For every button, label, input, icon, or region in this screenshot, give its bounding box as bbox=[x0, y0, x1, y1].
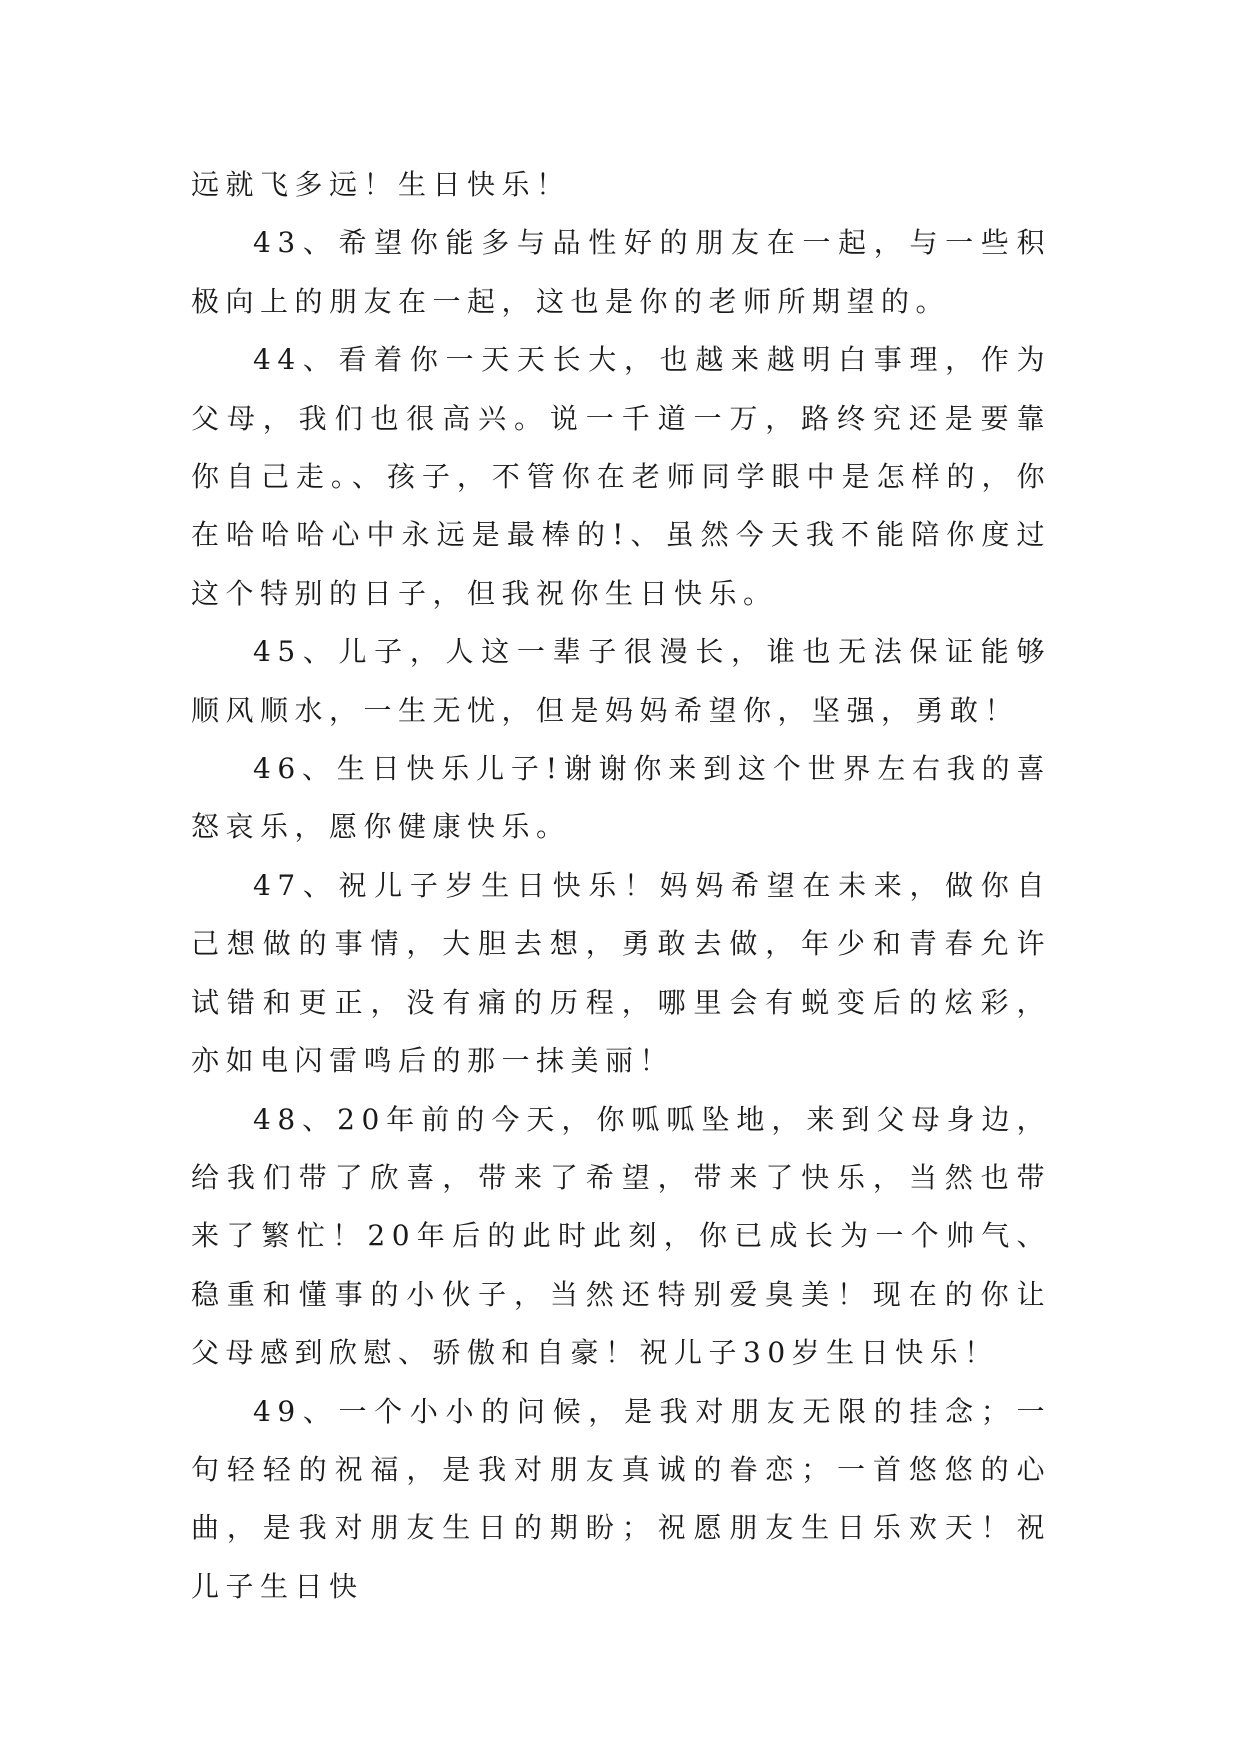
paragraph-48: 48、20年前的今天，你呱呱坠地，来到父母身边，给我们带了欣喜，带来了希望，带来了快乐，当然也带来了繁忙！20年后的此时此刻，你已成长为一个帅气、稳重和懂事的小伙子，当然还特别爱臭美！现在的你让父母感到欣慰、骄傲和自豪！祝儿子30岁生日快乐！ bbox=[191, 1102, 1051, 1370]
paragraph-46: 46、生日快乐儿子!谢谢你来到这个世界左右我的喜怒哀乐，愿你健康快乐。 bbox=[191, 752, 1051, 844]
paragraph-45: 45、儿子，人这一辈子很漫长，谁也无法保证能够顺风顺水，一生无忧，但是妈妈希望你，坚强，勇敢！ bbox=[191, 635, 1051, 727]
paragraph-43: 43、希望你能多与品性好的朋友在一起，与一些积极向上的朋友在一起，这也是你的老师所期望的。 bbox=[191, 226, 1051, 318]
document-page bbox=[191, 156, 1051, 1616]
paragraph-continuation: 远就飞多远！生日快乐！ bbox=[191, 168, 571, 201]
paragraph-47: 47、祝儿子岁生日快乐！妈妈希望在未来，做你自己想做的事情，大胆去想，勇敢去做，年少和青春允许试错和更正，没有痛的历程，哪里会有蜕变后的炫彩，亦如电闪雷鸣后的那一抹美丽！ bbox=[191, 868, 1051, 1078]
paragraph-49: 49、一个小小的问候，是我对朋友无限的挂念；一句轻轻的祝福，是我对朋友真诚的眷恋；一首悠悠的心曲，是我对朋友生日的期盼；祝愿朋友生日乐欢天！祝儿子生日快 bbox=[191, 1394, 1051, 1603]
paragraph-44: 44、看着你一天天长大，也越来越明白事理，作为父母，我们也很高兴。说一千道一万，路终究还是要靠你自己走。、孩子，不管你在老师同学眼中是怎样的，你在哈哈哈心中永远是最棒的!、虽然今天我不能陪你度过这个特别的日子，但我祝你生日快乐。 bbox=[191, 343, 1051, 610]
